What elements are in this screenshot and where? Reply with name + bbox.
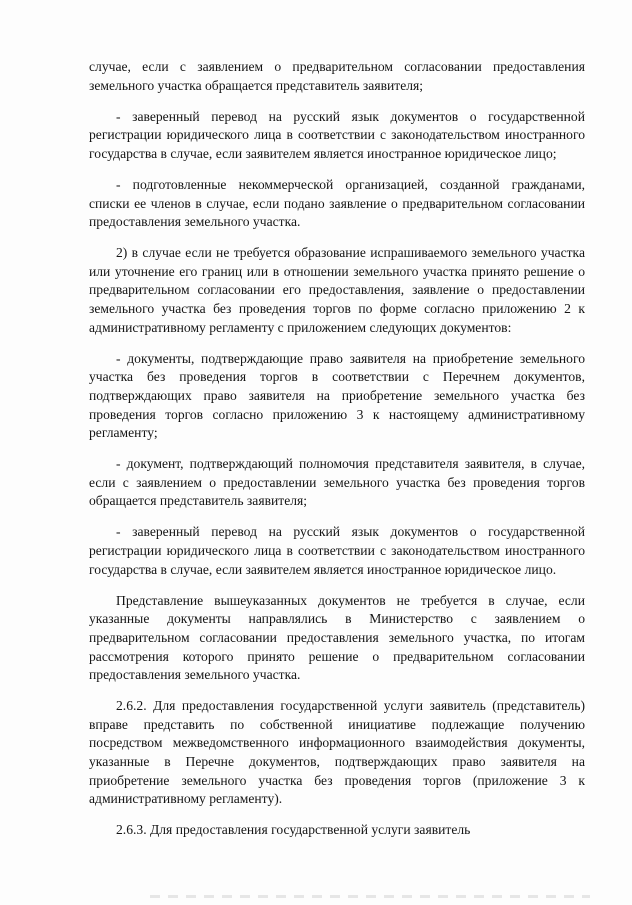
- paragraph: Представление вышеуказанных документов не требуется в случае, если указанные документы направлялись в Министерство с заявлением о предварительном согласовании предоставления земельного участка, по итогам рассмотрения которого принято решение о предварительном согласовании предоставления земельного участка.: [89, 592, 585, 683]
- paragraph: - документ, подтверждающий полномочия представителя заявителя, в случае, если с заявлением о предоставлении земельного участка без проведения торгов обращается представитель заявителя;: [89, 456, 585, 509]
- paragraph: 2) в случае если не требуется образование испрашиваемого земельного участка или уточнение его границ или в отношении земельного участка принято решение о предварительном согласовании его предоставления, заявление о предоставлении земельного участка без проведения торгов по форме согласно приложению 2 к административному регламенту с приложением следующих документов:: [89, 245, 585, 335]
- paragraph: - подготовленные некоммерческой организацией, созданной гражданами, списки ее членов в случае, если подано заявление о предварительном согласовании предоставления земельного участка.: [89, 176, 585, 230]
- paragraph: - документы, подтверждающие право заявителя на приобретение земельного участка без проведения торгов в соответствии с Перечнем документов, подтверждающих право заявителя на приобретение земельного участка без проведения торгов согласно приложению 3 к настоящему административному регламенту;: [89, 350, 585, 441]
- paragraph: - заверенный перевод на русский язык документов о государственной регистрации юридического лица в соответствии с законодательством иностранного государства в случае, если заявителем является иностранное юридическое лицо;: [89, 108, 585, 161]
- paragraph: 2.6.2. Для предоставления государственной услуги заявитель (представитель) вправе представить по собственной инициативе подлежащие получению посредством межведомственного информационного взаимодействия документы, указанные в Перечне документов, подтверждающих право заявителя на приобретение земельного участка без проведения торгов (приложение 3 к административному регламенту).: [89, 698, 585, 807]
- document-body: [89, 58, 585, 852]
- paragraph: 2.6.3. Для предоставления государственной услуги заявитель: [116, 822, 471, 838]
- scan-artifact: [150, 895, 590, 898]
- paragraph: случае, если с заявлением о предварительном согласовании предоставления земельного участка обращается представитель заявителя;: [89, 59, 585, 93]
- paragraph: - заверенный перевод на русский язык документов о государственной регистрации юридического лица в соответствии с законодательством иностранного государства в случае, если заявителем является иностранное юридическое лицо.: [89, 524, 585, 577]
